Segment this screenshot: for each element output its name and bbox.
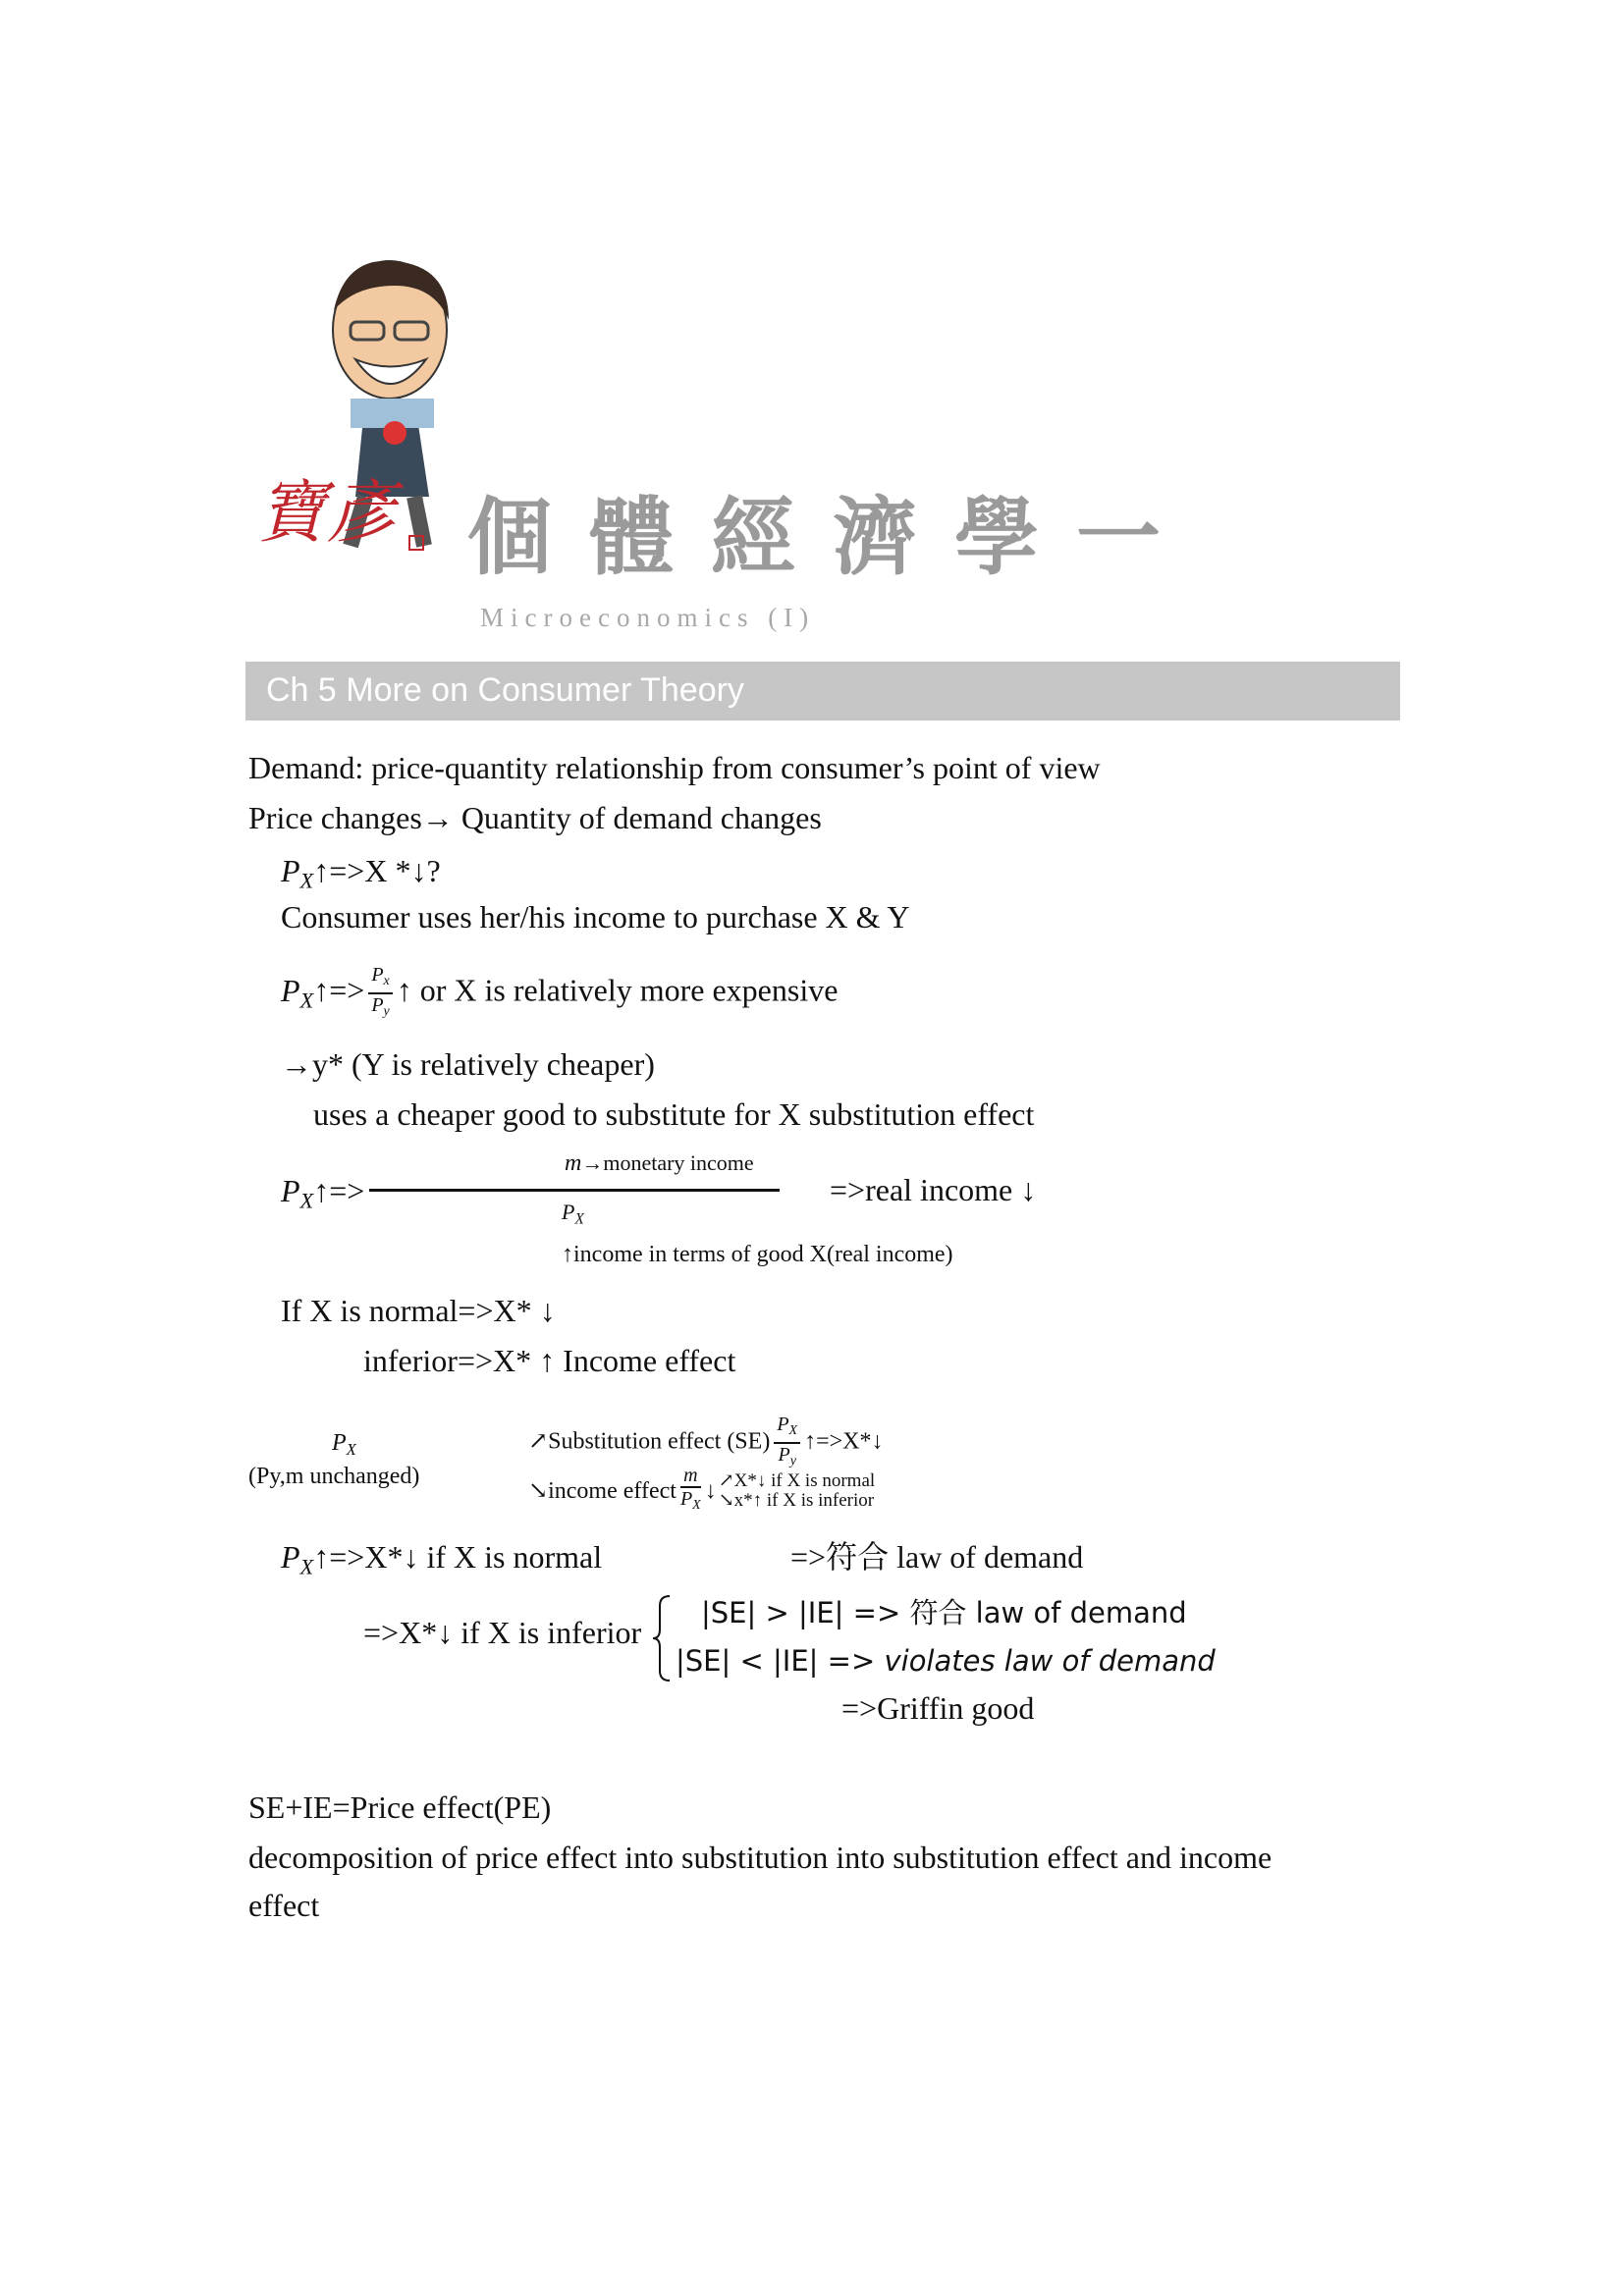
price-symbol: P: [332, 1430, 347, 1456]
text-line: Price changes→ Quantity of demand changes: [248, 800, 822, 835]
decomp-left-top: $P_X$: [332, 1430, 356, 1460]
numerator-note: →monetary income: [581, 1150, 754, 1175]
case-se-less-text: |SE| < |IE| =>: [676, 1644, 885, 1678]
text-line-prefix: ↑=>: [313, 1173, 365, 1208]
title-chinese: 個體經濟學一: [467, 488, 1198, 587]
text-line: uses a cheaper good to substitute for X substitution effect: [313, 1096, 1035, 1132]
violates-text: violates law of demand: [884, 1644, 1216, 1678]
ie-arrow: ↓: [704, 1477, 717, 1504]
svg-text:寶彥: 寶彥: [257, 472, 395, 553]
title-english: Microeconomics (I): [480, 603, 816, 632]
case-se-greater: |SE| > |IE| => 符合 law of demand: [701, 1596, 1187, 1629]
text-line: =>Griffin good: [841, 1690, 1035, 1726]
fraction-numerator: m→monetary income: [565, 1150, 754, 1176]
ie-label: ↘income effect: [528, 1477, 677, 1504]
text-line: =>X*↓ if X is inferior: [363, 1615, 642, 1650]
fraction-bar: [369, 1189, 780, 1192]
chapter-title: Ch 5 More on Consumer Theory: [266, 671, 744, 709]
ie-inferior: ↘x*↑ if X is inferior: [718, 1489, 875, 1511]
income-effect-line: [528, 1465, 875, 1517]
ie-fraction: $\frac{m}{P_X}$: [679, 1465, 701, 1514]
text-line: ↑income in terms of good X(real income): [562, 1242, 953, 1267]
text-line-tail: ↑=>X*↓ if X is normal: [313, 1539, 603, 1575]
text-line: Consumer uses her/his income to purchase X & Y: [281, 899, 910, 934]
text-line: decomposition of price effect into substitution into substitution effect and income: [248, 1840, 1272, 1875]
text-line: $P_X↑=>X$ *↓?: [281, 853, 441, 893]
text-line: If X is normal=>X* ↓: [281, 1293, 556, 1328]
se-fraction: $\frac{P_X}{P_y}$: [774, 1414, 800, 1472]
chapter-header-bar: [245, 662, 1400, 721]
text-line: SE+IE=Price effect(PE): [248, 1789, 552, 1825]
text-line: inferior=>X* ↑ Income effect: [363, 1343, 736, 1378]
text-line: $P_X↑=>X*↓$ if X is normal: [281, 1539, 603, 1579]
text-line-tail: ↑ or X is relatively more expensive: [396, 972, 839, 1008]
text-line-tail: ↑=>X *↓?: [313, 853, 441, 888]
text-line: =>符合 law of demand: [790, 1539, 1084, 1575]
author-caricature-logo: [257, 251, 454, 556]
se-label: ↗Substitution effect (SE): [528, 1428, 771, 1455]
ie-normal: ↗X*↓ if X is normal: [718, 1469, 876, 1491]
fraction-denominator: $P_X$: [562, 1200, 584, 1228]
price-ratio-fraction: $\frac{P_x}{P_y}$: [368, 964, 392, 1023]
real-income-line: $P_X↑=>$: [281, 1173, 365, 1213]
text-line: Demand: price-quantity relationship from consumer’s point of view: [248, 750, 1101, 785]
se-tail: ↑=>X*↓: [804, 1428, 884, 1455]
brace: [652, 1594, 672, 1682]
text-line: =>real income ↓: [830, 1172, 1037, 1207]
ie-cases: [719, 1471, 875, 1511]
decomp-left-bottom: (Py,m unchanged): [248, 1464, 420, 1489]
text-line: effect: [248, 1888, 320, 1923]
price-ratio-line: $P_X↑=>$ $\frac{P_x}{P_y}$ ↑ or X is relatively more expensive: [281, 964, 838, 1023]
text-line: →y* (Y is relatively cheaper): [281, 1046, 655, 1082]
case-se-less: [676, 1641, 1216, 1681]
